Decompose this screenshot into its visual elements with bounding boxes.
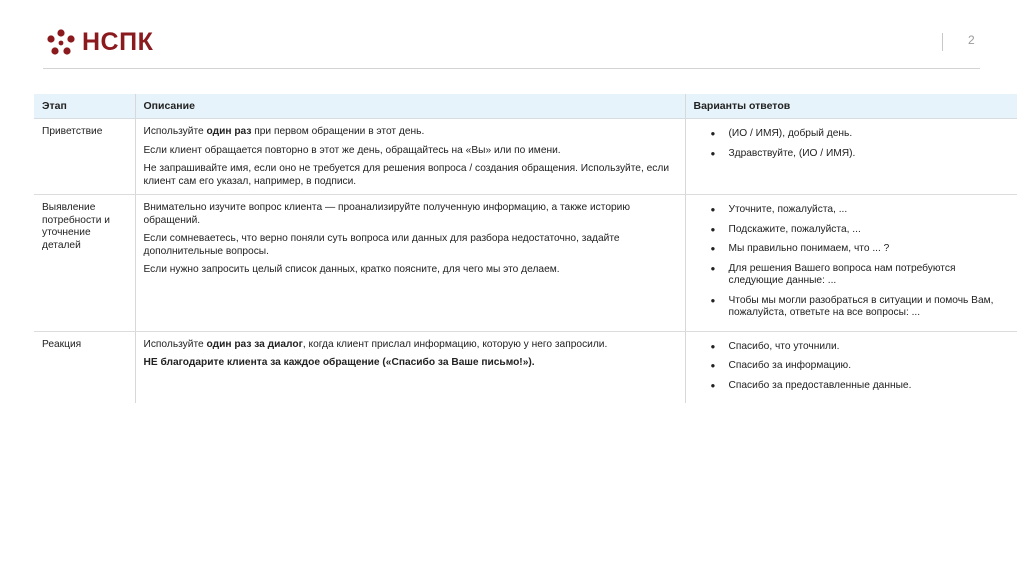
table-row xyxy=(34,195,1017,332)
stage-cell: Выявление потребности и уточнение деталей xyxy=(34,195,135,332)
description-cell xyxy=(135,119,685,195)
answers-list xyxy=(694,339,1010,393)
table-row xyxy=(34,119,1017,195)
logo-flower-icon xyxy=(46,28,76,56)
answer-item: ● Мы правильно понимаем, что ... ? xyxy=(694,241,1010,256)
answers-list xyxy=(694,126,1010,160)
stage-cell: Приветствие xyxy=(34,119,135,195)
table-header-row xyxy=(34,94,1017,119)
answer-item: ● Чтобы мы могли разобраться в ситуации и помочь Вам, пожалуйста, ответьте на все вопросы: ... xyxy=(694,293,1010,320)
header-divider xyxy=(942,33,943,51)
column-header-stage: Этап xyxy=(34,94,135,119)
description-paragraph: Если клиент обращается повторно в этот же день, обращайтесь на «Вы» или по имени. xyxy=(143,144,561,156)
stage-cell: Реакция xyxy=(34,331,135,403)
answer-item: ● Уточните, пожалуйста, ... xyxy=(694,202,1010,217)
nspk-logo xyxy=(46,28,153,56)
answers-cell xyxy=(685,119,1017,195)
column-header-answers: Варианты ответов xyxy=(685,94,1017,119)
answer-item: ● Спасибо за информацию. xyxy=(694,358,1010,373)
answers-list xyxy=(694,202,1010,320)
description-paragraph: Используйте один раз при первом обращении в этот день. xyxy=(143,126,425,137)
page-number: 2 xyxy=(968,33,975,47)
table-body xyxy=(34,119,1017,404)
answer-item: ● Спасибо, что уточнили. xyxy=(694,339,1010,354)
description-paragraph: Не запрашивайте имя, если оно не требуется для решения вопроса / создания обращения. Используйте, если клиент сам его указал, например, в подписи. xyxy=(143,163,670,187)
description-paragraph: Если нужно запросить целый список данных, кратко поясните, для чего мы это делаем. xyxy=(143,264,560,275)
header-rule xyxy=(43,68,980,69)
description-paragraph: Внимательно изучите вопрос клиента — проанализируйте полученную информацию, а также историю обращений. xyxy=(143,202,630,226)
answers-cell xyxy=(685,331,1017,403)
answers-cell xyxy=(685,195,1017,332)
answer-item: ● Здравствуйте, (ИО / ИМЯ). xyxy=(694,146,1010,161)
table-row xyxy=(34,331,1017,403)
answer-item: ● Подскажите, пожалуйста, ... xyxy=(694,222,1010,237)
description-paragraph: Если сомневаетесь, что верно поняли суть вопроса или данных для разбора недостаточно, задайте дополнительные вопросы. xyxy=(143,233,620,257)
steps-table xyxy=(34,94,1017,403)
description-cell xyxy=(135,195,685,332)
answer-item: ● (ИО / ИМЯ), добрый день. xyxy=(694,126,1010,141)
answer-item: ● Спасибо за предоставленные данные. xyxy=(694,378,1010,393)
description-cell xyxy=(135,331,685,403)
description-paragraph: НЕ благодарите клиента за каждое обращение («Спасибо за Ваше письмо!»). xyxy=(143,357,535,368)
description-paragraph: Используйте один раз за диалог, когда клиент прислал информацию, которую у него запросили. xyxy=(143,338,608,350)
answer-item: ● Для решения Вашего вопроса нам потребуются следующие данные: ... xyxy=(694,261,1010,288)
logo-text: НСПК xyxy=(82,28,154,56)
column-header-description: Описание xyxy=(135,94,685,119)
